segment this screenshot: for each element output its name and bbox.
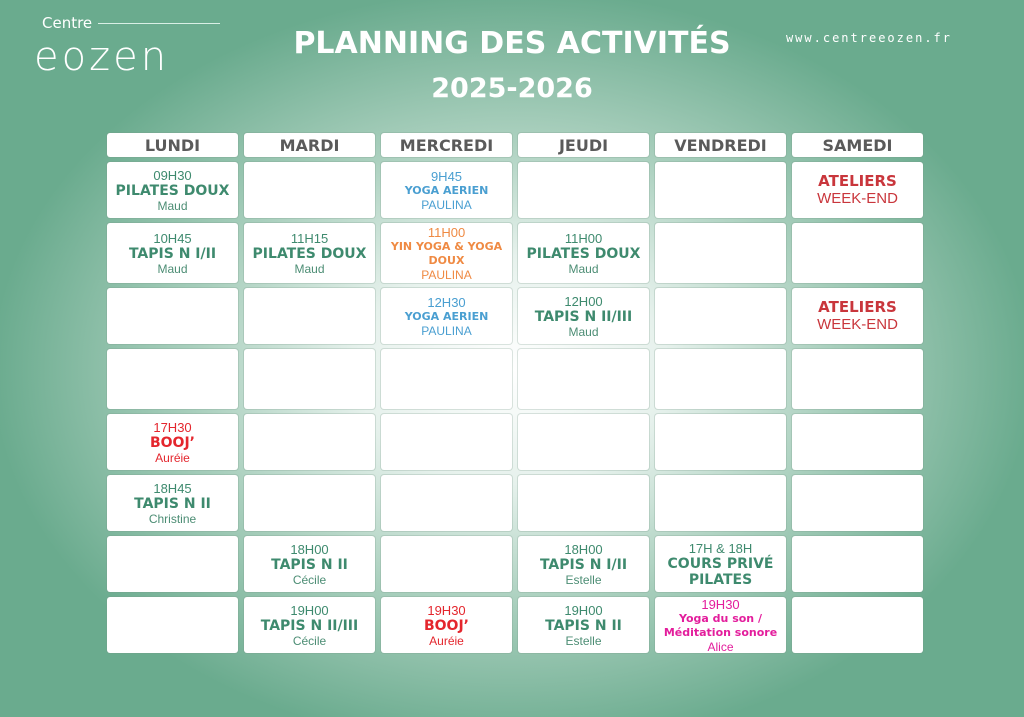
session-cell-samedi-ateliers-2 (792, 288, 923, 344)
empty-cell (655, 162, 786, 218)
session-time: 19H30 (701, 596, 740, 612)
session-cell-samedi-ateliers-1 (792, 162, 923, 218)
empty-cell (518, 349, 649, 409)
empty-cell (518, 162, 649, 218)
session-teacher: Estelle (565, 633, 602, 648)
session-name: YIN YOGA & YOGA DOUX (390, 239, 503, 267)
session-cell-jeudi-1100 (518, 223, 649, 283)
session-name: TAPIS N I/II (128, 245, 217, 262)
session-teacher: Maud (568, 324, 599, 339)
session-time: 11H00 (564, 230, 603, 246)
session-cell-vendredi-17h18h (655, 536, 786, 592)
empty-cell (518, 475, 649, 531)
empty-cell (792, 597, 923, 653)
session-time: 19H00 (290, 602, 329, 618)
empty-cell (792, 414, 923, 470)
session-time: 11H15 (290, 230, 329, 246)
session-name: YOGA AERIEN (404, 183, 489, 197)
session-cell-mercredi-1930 (381, 597, 512, 653)
empty-cell (655, 349, 786, 409)
day-header-mardi: MARDI (244, 133, 375, 157)
session-cell-mercredi-1230 (381, 288, 512, 344)
session-cell-lundi-1045 (107, 223, 238, 283)
empty-cell (792, 223, 923, 283)
empty-cell (107, 349, 238, 409)
session-time: 17H30 (153, 419, 192, 435)
day-header-lundi: LUNDI (107, 133, 238, 157)
empty-cell (244, 288, 375, 344)
session-cell-mardi-1115 (244, 223, 375, 283)
day-header-vendredi: VENDREDI (655, 133, 786, 157)
session-teacher: Auréie (429, 633, 464, 648)
session-cell-jeudi-1900 (518, 597, 649, 653)
session-time: 09H30 (153, 167, 192, 183)
empty-cell (107, 288, 238, 344)
session-cell-lundi-1730 (107, 414, 238, 470)
session-teacher: Maud (294, 261, 325, 276)
logo-small-text: Centre (42, 14, 93, 32)
day-header-mercredi: MERCREDI (381, 133, 512, 157)
empty-cell (792, 349, 923, 409)
session-time: 11H00 (427, 224, 466, 240)
day-header-jeudi: JEUDI (518, 133, 649, 157)
page-year: 2025-2026 (431, 73, 593, 104)
empty-cell (244, 349, 375, 409)
session-teacher: Christine (148, 511, 197, 526)
empty-cell (381, 475, 512, 531)
empty-cell (655, 475, 786, 531)
session-name: PILATES DOUX (526, 245, 641, 262)
session-subtitle: WEEK-END (817, 190, 898, 207)
session-teacher: Cécile (292, 572, 327, 587)
session-time: 9H45 (430, 168, 463, 184)
empty-cell (655, 288, 786, 344)
session-name: TAPIS N II (271, 556, 348, 573)
session-name: Yoga du son / Méditation sonore (663, 611, 778, 639)
logo-divider (98, 23, 220, 24)
session-time: 18H45 (153, 480, 192, 496)
session-name: PILATES DOUX (115, 182, 230, 199)
session-teacher: Estelle (565, 572, 602, 587)
session-name: PILATES DOUX (252, 245, 367, 262)
empty-cell (107, 536, 238, 592)
empty-cell (381, 349, 512, 409)
session-cell-jeudi-1800 (518, 536, 649, 592)
session-name: BOOJ’ (423, 617, 469, 634)
session-time: 12H30 (427, 294, 466, 310)
session-cell-mardi-1800 (244, 536, 375, 592)
empty-cell (244, 475, 375, 531)
session-cell-vendredi-1930 (655, 597, 786, 653)
session-teacher: PAULINA (421, 197, 472, 212)
empty-cell (381, 536, 512, 592)
empty-cell (655, 223, 786, 283)
session-teacher: PAULINA (421, 323, 472, 338)
empty-cell (107, 597, 238, 653)
session-name: ATELIERS (818, 172, 897, 190)
session-name: BOOJ’ (149, 434, 195, 451)
session-time: 18H00 (564, 541, 603, 557)
empty-cell (792, 475, 923, 531)
schedule-grid (107, 133, 923, 653)
empty-cell (244, 162, 375, 218)
session-time: 17H & 18H (688, 540, 753, 556)
session-teacher: Alice (707, 639, 734, 654)
page-title: PLANNING DES ACTIVITÉS (293, 26, 731, 61)
session-teacher: Maud (568, 261, 599, 276)
session-teacher: Cécile (292, 633, 327, 648)
session-teacher: Maud (157, 261, 188, 276)
session-time: 19H30 (427, 602, 466, 618)
session-teacher: PAULINA (421, 267, 472, 282)
session-name: COURS PRIVÉ PILATES (667, 555, 774, 588)
session-time: 19H00 (564, 602, 603, 618)
logo-wordmark: eozen (34, 34, 170, 80)
session-name: TAPIS N II (545, 617, 622, 634)
session-subtitle: WEEK-END (817, 316, 898, 333)
empty-cell (518, 414, 649, 470)
day-header-samedi: SAMEDI (792, 133, 923, 157)
empty-cell (655, 414, 786, 470)
session-name: TAPIS N I/II (539, 556, 628, 573)
session-teacher: Maud (157, 198, 188, 213)
session-cell-mercredi-1100 (381, 223, 512, 283)
session-time: 12H00 (564, 293, 603, 309)
session-name: YOGA AERIEN (404, 309, 489, 323)
session-name: TAPIS N II/III (534, 308, 633, 325)
session-time: 10H45 (153, 230, 192, 246)
session-cell-jeudi-1200 (518, 288, 649, 344)
session-teacher: Auréie (155, 450, 190, 465)
empty-cell (244, 414, 375, 470)
session-cell-mercredi-0945 (381, 162, 512, 218)
session-cell-lundi-0930 (107, 162, 238, 218)
empty-cell (381, 414, 512, 470)
website-link[interactable]: www.centreeozen.fr (785, 31, 952, 45)
session-time: 18H00 (290, 541, 329, 557)
empty-cell (792, 536, 923, 592)
session-cell-lundi-1845 (107, 475, 238, 531)
session-name: TAPIS N II (134, 495, 211, 512)
session-cell-mardi-1900 (244, 597, 375, 653)
session-name: TAPIS N II/III (260, 617, 359, 634)
session-name: ATELIERS (818, 298, 897, 316)
